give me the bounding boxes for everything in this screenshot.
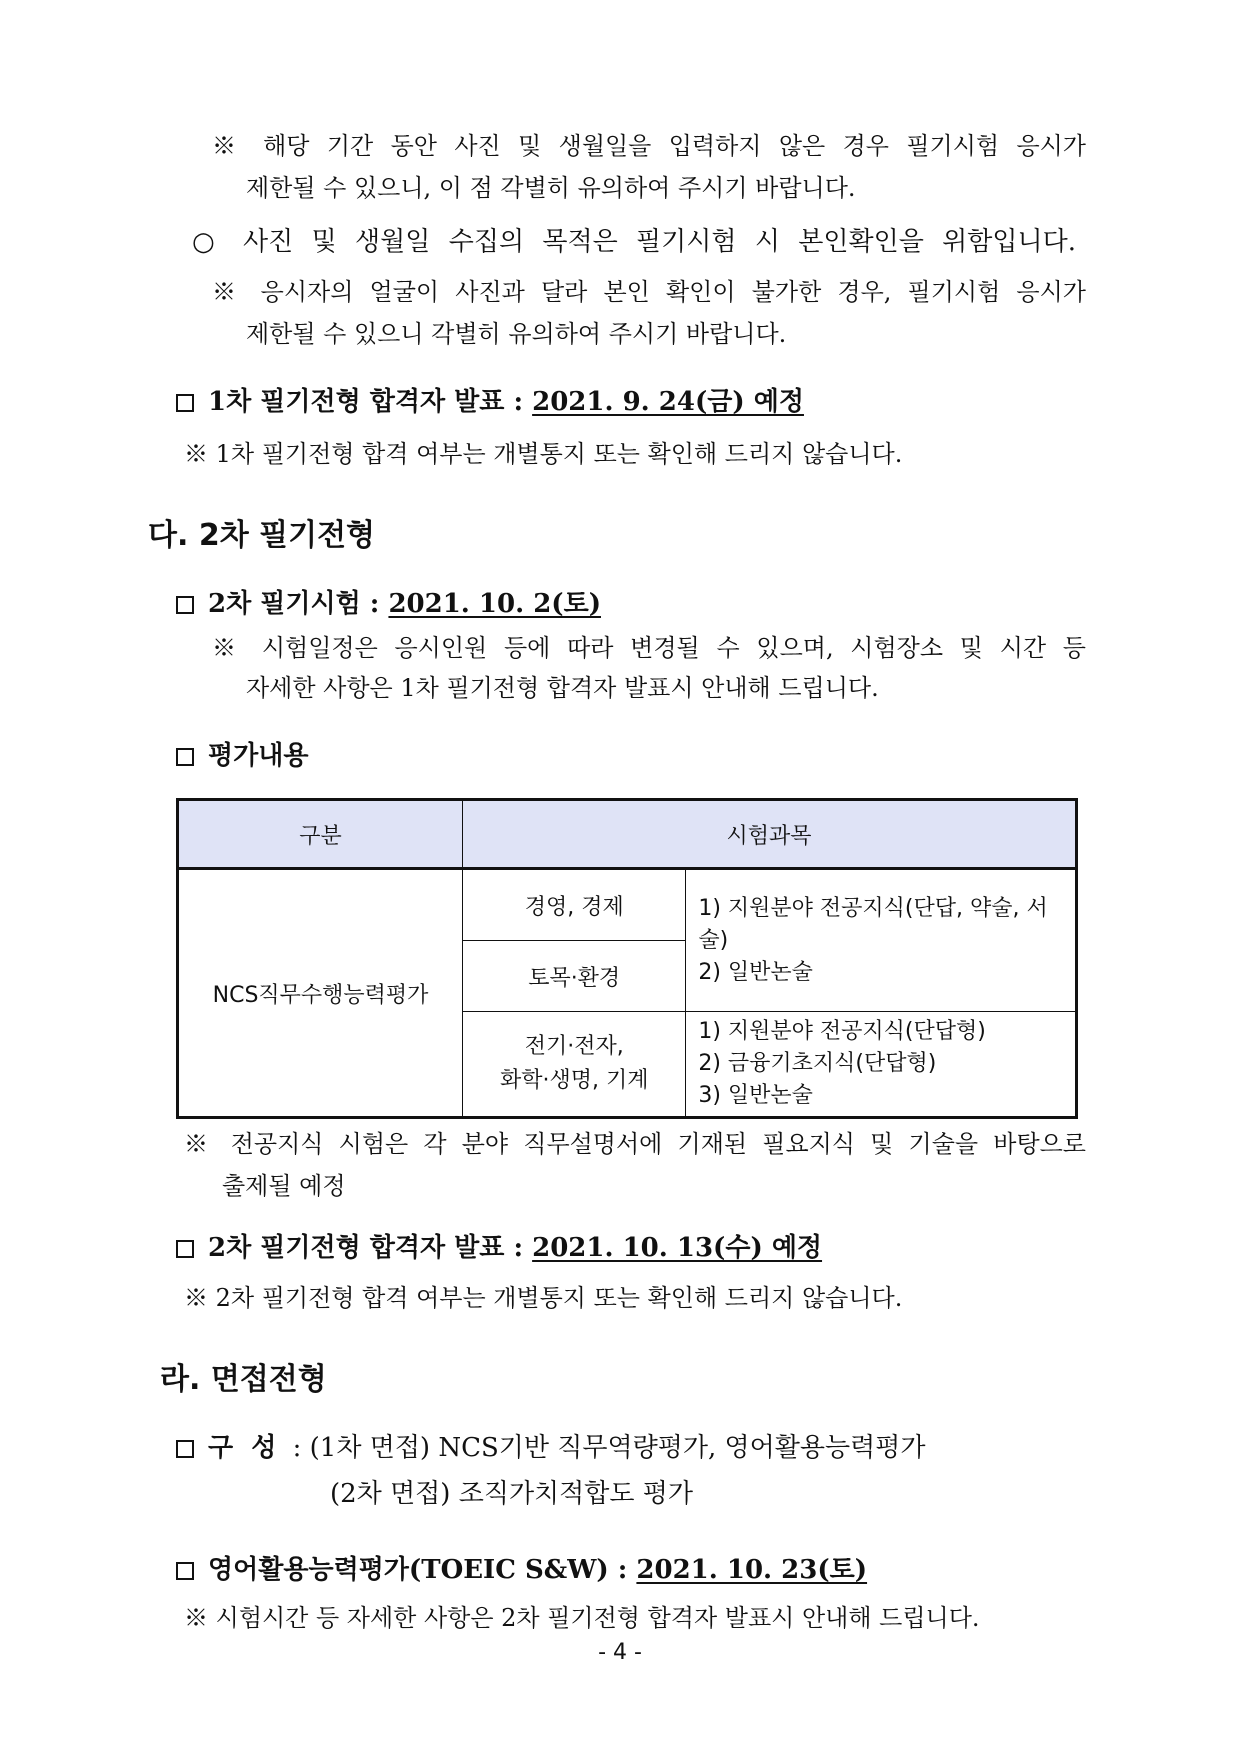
header-category: 구분 bbox=[178, 800, 463, 869]
evaluation-heading bbox=[176, 740, 308, 772]
second-exam-label: 2차 필기시험 : bbox=[208, 589, 389, 619]
subject-item: 2) 일반논술 bbox=[698, 959, 813, 985]
english-test-label: 영어활용능력평가(TOEIC S&W) : bbox=[208, 1555, 637, 1585]
checkbox-square-icon bbox=[176, 1440, 194, 1458]
first-result-date: 2021. 9. 24(금) 예정 bbox=[532, 387, 804, 417]
english-test-note: ※ 시험시간 등 자세한 사항은 2차 필기전형 합격자 발표시 안내해 드립니다. bbox=[184, 1604, 980, 1632]
interview-composition bbox=[176, 1432, 925, 1464]
subject-item: 2) 금융기초지식(단답형) bbox=[698, 1051, 937, 1076]
header-subjects: 시험과목 bbox=[463, 800, 1077, 869]
checkbox-square-icon bbox=[176, 1562, 194, 1580]
subject-item: 3) 일반논술 bbox=[698, 1083, 813, 1108]
purpose-bullet: ○ 사진 및 생월일 수집의 목적은 필기시험 시 본인확인을 위함입니다. bbox=[192, 227, 1076, 257]
field-civil-environment: 토목·환경 bbox=[463, 941, 686, 1012]
composition-label: 구 성 bbox=[208, 1433, 277, 1463]
field-line: 전기·전자, bbox=[524, 1034, 624, 1059]
field-business-economics: 경영, 경제 bbox=[463, 869, 686, 941]
second-result-date: 2021. 10. 13(수) 예정 bbox=[532, 1233, 823, 1263]
second-exam-note-cont: 자세한 사항은 1차 필기전형 합격자 발표시 안내해 드립니다. bbox=[246, 674, 879, 702]
field-electric-chem-mech bbox=[463, 1012, 686, 1118]
evaluation-label: 평가내용 bbox=[208, 741, 309, 771]
subjects-cell-1 bbox=[686, 869, 1077, 1012]
note-photo-restriction: ※ 해당 기간 동안 사진 및 생월일을 입력하지 않은 경우 필기시험 응시가 bbox=[212, 132, 1086, 160]
checkbox-square-icon bbox=[176, 1240, 194, 1258]
composition-line-2: (2차 면접) 조직가치적합도 평가 bbox=[330, 1479, 694, 1509]
subjects-cell-2 bbox=[686, 1012, 1077, 1118]
second-exam-heading bbox=[176, 588, 601, 620]
composition-line-1: : (1차 면접) NCS기반 직무역량평가, 영어활용능력평가 bbox=[292, 1433, 926, 1463]
field-line: 화학·생명, 기계 bbox=[499, 1068, 649, 1093]
second-exam-date: 2021. 10. 2(토) bbox=[388, 589, 601, 619]
english-test-heading bbox=[176, 1554, 867, 1586]
checkbox-square-icon bbox=[176, 748, 194, 766]
subject-item: 1) 지원분야 전공지식(단답, 약술, 서술) bbox=[698, 895, 1048, 953]
first-result-heading bbox=[176, 386, 804, 418]
page-number: - 4 - bbox=[598, 1640, 642, 1665]
note-photo-restriction-cont: 제한될 수 있으니, 이 점 각별히 유의하여 주시기 바랍니다. bbox=[246, 174, 856, 202]
second-exam-note: ※ 시험일정은 응시인원 등에 따라 변경될 수 있으며, 시험장소 및 시간 등 bbox=[212, 634, 1086, 662]
second-result-note: ※ 2차 필기전형 합격 여부는 개별통지 또는 확인해 드리지 않습니다. bbox=[184, 1284, 903, 1312]
evaluation-table bbox=[176, 798, 1078, 1119]
note-identity-check-cont: 제한될 수 있으니 각별히 유의하여 주시기 바랍니다. bbox=[246, 320, 787, 348]
checkbox-square-icon bbox=[176, 596, 194, 614]
english-test-date: 2021. 10. 23(토) bbox=[636, 1555, 868, 1585]
checkbox-square-icon bbox=[176, 394, 194, 412]
note-identity-check: ※ 응시자의 얼굴이 사진과 달라 본인 확인이 불가한 경우, 필기시험 응시가 bbox=[212, 278, 1086, 306]
section-title-interview: 라. 면접전형 bbox=[160, 1362, 327, 1397]
first-result-note: ※ 1차 필기전형 합격 여부는 개별통지 또는 확인해 드리지 않습니다. bbox=[184, 440, 903, 468]
subject-item: 1) 지원분야 전공지식(단답형) bbox=[698, 1019, 986, 1044]
table-row bbox=[178, 869, 1077, 941]
table-note: ※ 전공지식 시험은 각 분야 직무설명서에 기재된 필요지식 및 기술을 바탕으로 bbox=[184, 1130, 1086, 1158]
section-title-second-written: 다. 2차 필기전형 bbox=[148, 518, 376, 553]
category-cell: NCS직무수행능력평가 bbox=[178, 869, 463, 1118]
second-result-label: 2차 필기전형 합격자 발표 : bbox=[208, 1233, 533, 1263]
first-result-label: 1차 필기전형 합격자 발표 : bbox=[208, 387, 533, 417]
table-header-row bbox=[178, 800, 1077, 869]
second-result-heading bbox=[176, 1232, 822, 1264]
table-note-cont: 출제될 예정 bbox=[222, 1172, 346, 1200]
